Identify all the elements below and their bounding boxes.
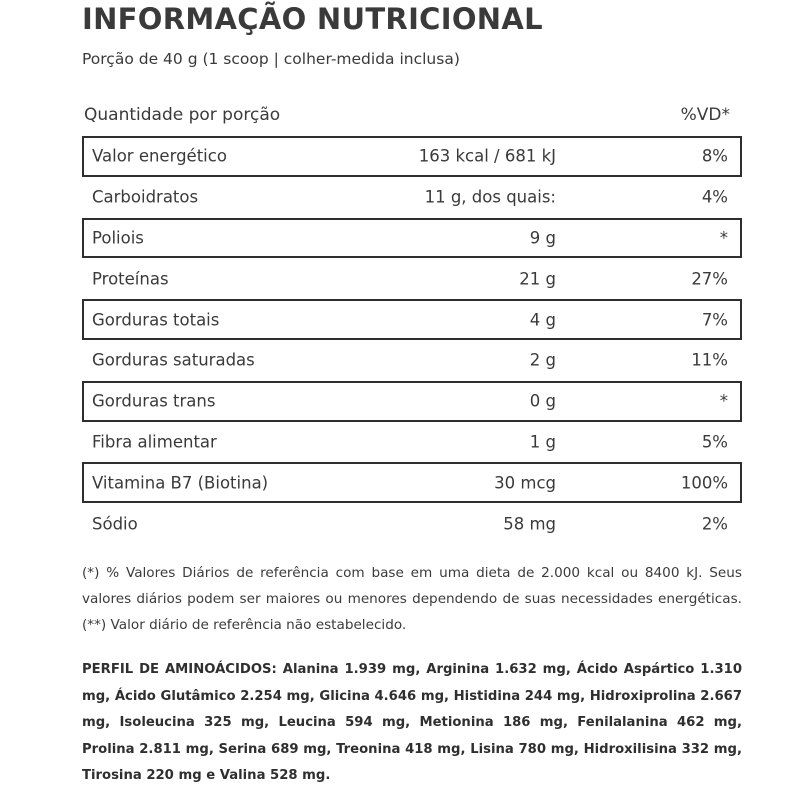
nutrient-name: Proteínas xyxy=(92,269,169,289)
nutrient-vd: 27% xyxy=(691,269,728,289)
table-row xyxy=(82,462,742,503)
nutrient-vd: 100% xyxy=(680,473,728,493)
nutrient-name: Vitamina B7 (Biotina) xyxy=(92,473,269,493)
page-title: INFORMAÇÃO NUTRICIONAL xyxy=(82,2,543,36)
table-row xyxy=(82,503,742,544)
amino-label: PERFIL DE AMINOÁCIDOS: xyxy=(82,662,277,677)
nutrient-amount: 163 kcal / 681 kJ xyxy=(418,146,556,166)
nutrient-name: Poliois xyxy=(92,228,144,248)
nutrient-vd: * xyxy=(719,391,728,411)
table-row xyxy=(82,136,742,177)
nutrient-amount: 0 g xyxy=(529,391,556,411)
column-header-quantity: Quantidade por porção xyxy=(84,105,281,125)
table-row xyxy=(82,258,742,299)
nutrient-name: Gorduras saturadas xyxy=(92,350,255,370)
nutrient-amount: 11 g, dos quais: xyxy=(424,187,556,207)
nutrition-table xyxy=(82,136,742,544)
nutrient-amount: 1 g xyxy=(529,432,556,452)
table-row xyxy=(82,422,742,463)
nutrient-name: Gorduras trans xyxy=(92,391,216,411)
nutrient-amount: 58 mg xyxy=(503,514,556,534)
nutrient-vd: 8% xyxy=(701,146,728,166)
nutrient-vd: 4% xyxy=(701,187,728,207)
table-row xyxy=(82,177,742,218)
table-row xyxy=(82,381,742,422)
nutrient-name: Valor energético xyxy=(92,146,227,166)
table-row xyxy=(82,340,742,381)
nutrient-vd: 5% xyxy=(701,432,728,452)
serving-size: Porção de 40 g (1 scoop | colher-medida inclusa) xyxy=(82,50,460,68)
table-row xyxy=(82,299,742,340)
nutrient-vd: 7% xyxy=(701,310,728,330)
nutrient-amount: 2 g xyxy=(529,350,556,370)
column-header-vd: %VD* xyxy=(680,105,730,125)
nutrient-name: Sódio xyxy=(92,514,138,534)
nutrient-amount: 9 g xyxy=(529,228,556,248)
nutrient-vd: * xyxy=(719,228,728,248)
footnote: (*) % Valores Diários de referência com base em uma dieta de 2.000 kcal ou 8400 kJ. Seus valores diários podem ser maiores ou menores dependendo de suas necessidades energéticas.(**) Valor diário de referência não estabelecido. xyxy=(82,565,742,633)
nutrient-amount: 30 mcg xyxy=(494,473,556,493)
table-header xyxy=(82,105,742,131)
nutrient-name: Fibra alimentar xyxy=(92,432,217,452)
nutrient-vd: 11% xyxy=(691,350,728,370)
nutrient-vd: 2% xyxy=(701,514,728,534)
table-row xyxy=(82,218,742,259)
amino-text: Alanina 1.939 mg, Arginina 1.632 mg, Ácido Aspártico 1.310 mg, Ácido Glutâmico 2.254 mg, Glicina 4.646 mg, Histidina 244 mg, Hidroxiprolina 2.667 mg, Isoleucina 325 mg, Leucina 594 mg, Metionina 186 mg, Fenilalanina 462 mg, Prolina 2.811 mg, Serina 689 mg, Treonina 418 mg, Lisina 780 mg, Hidroxilisina 332 mg, Tirosina 220 mg e Valina 528 mg. xyxy=(82,662,743,783)
nutrient-amount: 4 g xyxy=(529,310,556,330)
nutrient-name: Carboidratos xyxy=(92,187,199,207)
amino-acid-profile xyxy=(82,657,742,790)
nutrient-name: Gorduras totais xyxy=(92,310,220,330)
nutrient-amount: 21 g xyxy=(519,269,556,289)
